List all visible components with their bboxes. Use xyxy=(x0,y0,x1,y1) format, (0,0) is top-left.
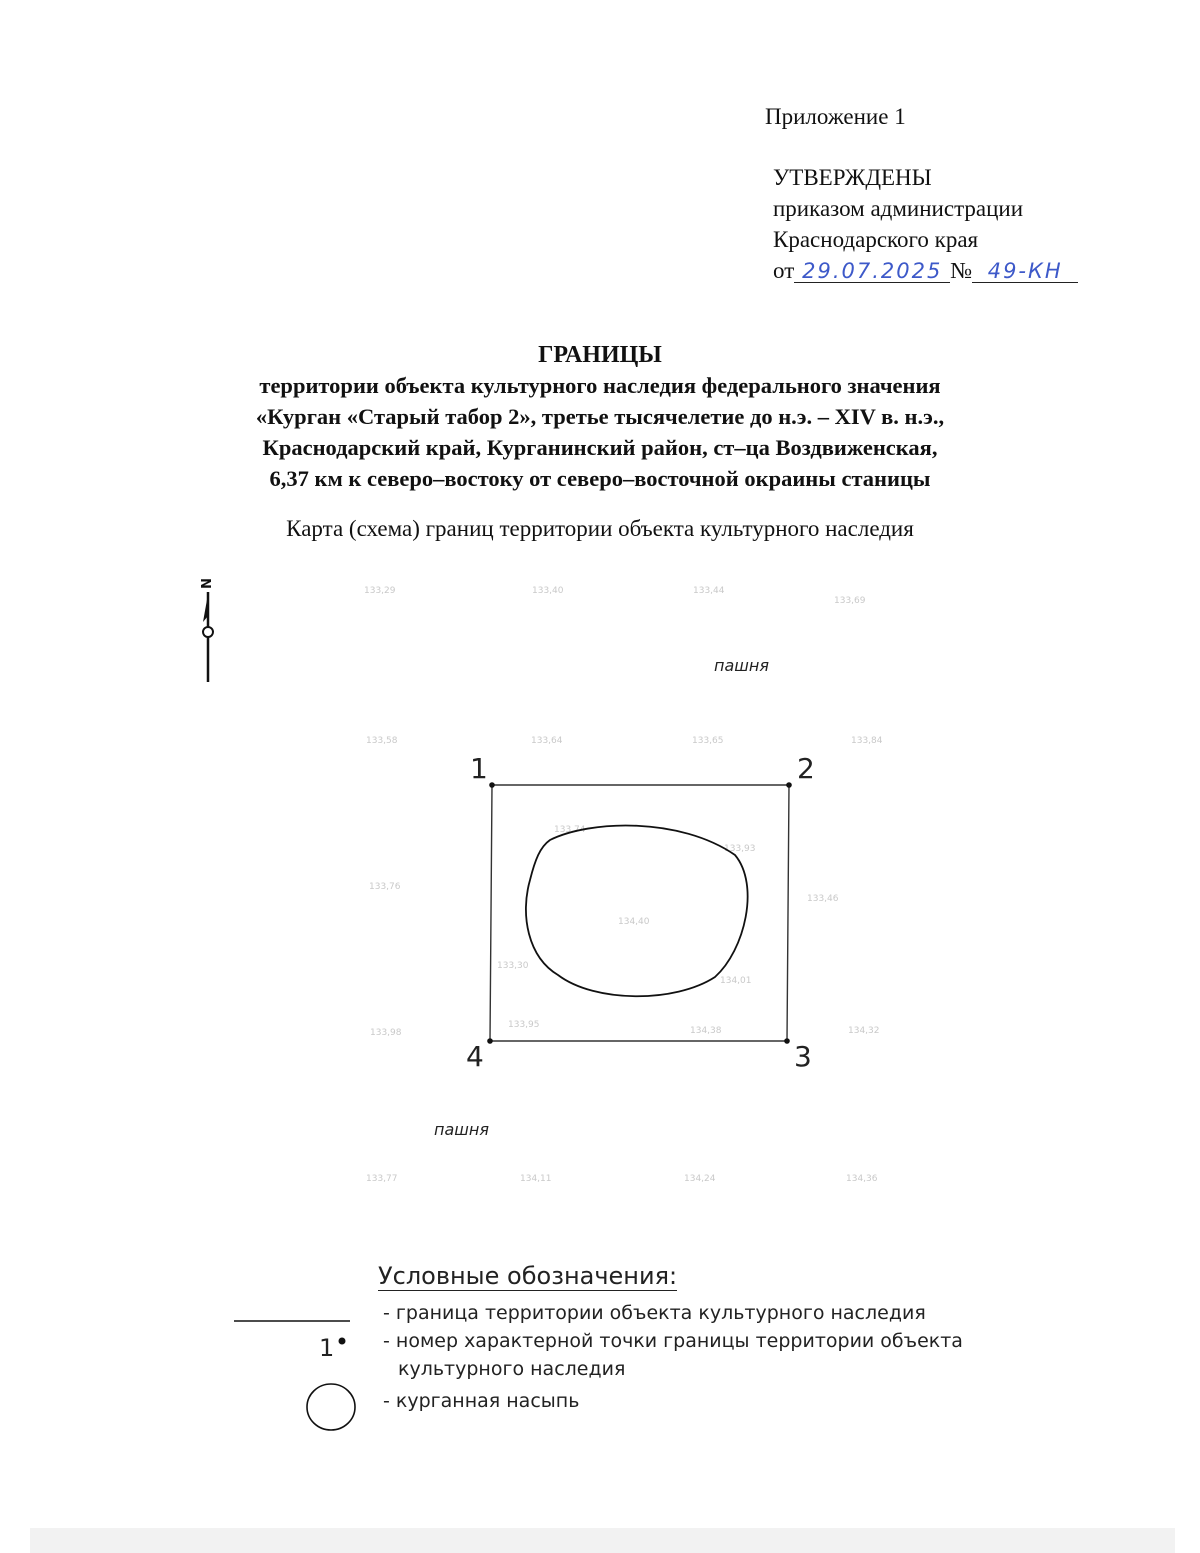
point-number-2: 2 xyxy=(797,752,815,785)
title-line4: 6,37 км к северо–востоку от северо–восточной окраины станицы xyxy=(269,466,931,491)
elevation-mark: 134,36 xyxy=(846,1174,878,1184)
point-number-3: 3 xyxy=(794,1040,812,1073)
legend-point-dot-icon xyxy=(336,1335,348,1347)
elevation-mark: 133,58 xyxy=(366,736,398,746)
legend-point-text-line1: - номер характерной точки границы территории объекта xyxy=(383,1330,963,1352)
legend-boundary-text: - граница территории объекта культурного наследия xyxy=(383,1302,926,1324)
territory-boundary xyxy=(490,785,789,1041)
number-label: № xyxy=(950,258,973,283)
boundary-point-4 xyxy=(487,1038,493,1044)
legend-mound-text: - курганная насыпь xyxy=(383,1390,580,1412)
elevation-mark: 133,84 xyxy=(851,736,883,746)
north-arrow-icon xyxy=(196,592,220,684)
elevation-mark: 133,40 xyxy=(532,586,564,596)
elevation-mark: 133,95 xyxy=(508,1020,540,1030)
approved-line1: приказом администрации xyxy=(773,196,1024,221)
elevation-mark: 133,30 xyxy=(497,961,529,971)
elevation-mark: 134,38 xyxy=(690,1026,722,1036)
title-line1: территории объекта культурного наследия федерального значения xyxy=(259,373,941,398)
elevation-mark: 134,40 xyxy=(618,917,650,927)
document-title xyxy=(0,340,1200,494)
legend-mound-icon xyxy=(304,1380,358,1434)
elevation-mark: 133,76 xyxy=(369,882,401,892)
from-label: от xyxy=(773,258,795,283)
land-label-top: пашня xyxy=(714,656,769,675)
approval-block xyxy=(773,162,1078,286)
elevation-mark: 133,44 xyxy=(693,586,725,596)
elevation-mark: 133,74 xyxy=(554,825,586,835)
map-caption: Карта (схема) границ территории объекта культурного наследия xyxy=(286,516,914,541)
handwritten-number: 49-КН xyxy=(972,260,1078,283)
title-main: ГРАНИЦЫ xyxy=(538,342,662,368)
approved-line2: Краснодарского края xyxy=(773,227,979,252)
land-label-bottom: пашня xyxy=(434,1120,489,1139)
elevation-mark: 133,65 xyxy=(692,736,724,746)
point-number-4: 4 xyxy=(466,1040,484,1073)
elevation-mark: 133,98 xyxy=(370,1028,402,1038)
title-line2: «Курган «Старый табор 2», третье тысячелетие до н.э. – XIV в. н.э., xyxy=(255,404,945,429)
elevation-mark: 134,32 xyxy=(848,1026,880,1036)
title-line3: Краснодарский край, Курганинский район, ст–ца Воздвиженская, xyxy=(262,435,938,460)
elevation-mark: 133,29 xyxy=(364,586,396,596)
elevation-mark: 133,93 xyxy=(724,844,756,854)
boundary-point-1 xyxy=(489,782,495,788)
approved-title: УТВЕРЖДЕНЫ xyxy=(773,165,932,190)
elevation-mark: 133,69 xyxy=(834,596,866,606)
elevation-mark: 134,01 xyxy=(720,976,752,986)
elevation-mark: 133,64 xyxy=(531,736,563,746)
boundary-map-drawing xyxy=(480,775,800,1055)
appendix-label: Приложение 1 xyxy=(765,104,906,129)
mound-outline xyxy=(526,826,748,997)
boundary-point-3 xyxy=(784,1038,790,1044)
elevation-mark: 134,11 xyxy=(520,1174,552,1184)
legend-point-text-line2: культурного наследия xyxy=(398,1358,626,1380)
north-label: N xyxy=(196,578,212,589)
legend-point-number: 1 xyxy=(319,1334,335,1362)
handwritten-date: 29.07.2025 xyxy=(794,260,950,283)
legend-line-sample xyxy=(232,1318,352,1324)
elevation-mark: 133,46 xyxy=(807,894,839,904)
approved-date-row xyxy=(773,255,1078,286)
boundary-point-2 xyxy=(786,782,792,788)
elevation-mark: 134,24 xyxy=(684,1174,716,1184)
scan-edge xyxy=(30,1528,1175,1553)
point-number-1: 1 xyxy=(470,752,488,785)
elevation-mark: 133,77 xyxy=(366,1174,398,1184)
legend-title: Условные обозначения: xyxy=(378,1262,678,1290)
